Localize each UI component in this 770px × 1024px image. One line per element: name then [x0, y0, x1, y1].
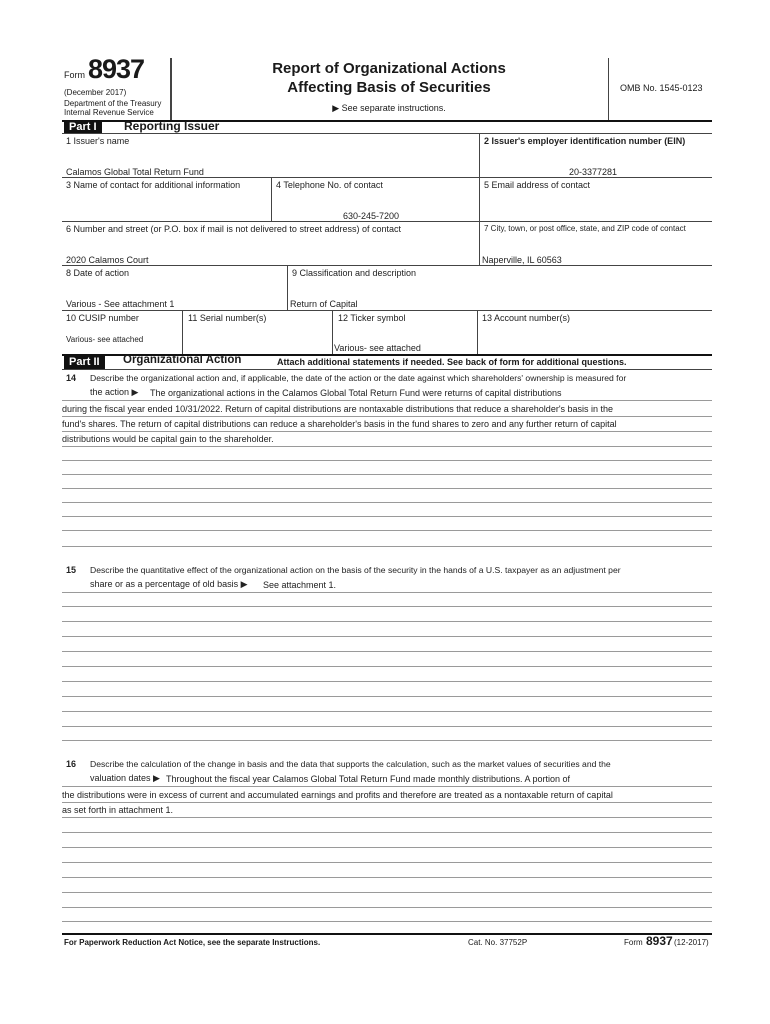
- city-value[interactable]: Naperville, IL 60563: [482, 255, 562, 265]
- issuer-name-value[interactable]: Calamos Global Total Return Fund: [66, 167, 204, 177]
- q14-answer-line1[interactable]: The organizational actions in the Calamos Global Total Return Fund were returns of capital distributions: [150, 388, 562, 398]
- q15-text-line2: share or as a percentage of old basis ▶: [90, 579, 248, 589]
- contact-name-label: 3 Name of contact for additional information: [66, 180, 241, 190]
- ein-label: 2 Issuer's employer identification number (EIN): [484, 136, 686, 146]
- classification-label: 9 Classification and description: [292, 268, 417, 278]
- irs-label: Internal Revenue Service: [64, 108, 154, 117]
- q14-text-line1: Describe the organizational action and, if applicable, the date of the action or the date against which shareholders' ownership is measured for: [90, 373, 627, 383]
- classification-value[interactable]: Return of Capital: [290, 299, 358, 309]
- catalog-number: Cat. No. 37752P: [468, 938, 528, 947]
- ticker-label: 12 Ticker symbol: [338, 313, 406, 323]
- cusip-label: 10 CUSIP number: [66, 313, 139, 323]
- footer-revision: (12-2017): [674, 938, 709, 947]
- department-label: Department of the Treasury: [64, 99, 162, 108]
- q14-text-line2: the action ▶: [90, 387, 139, 397]
- q15-answer[interactable]: See attachment 1.: [263, 580, 337, 590]
- form-number: 8937: [88, 54, 145, 84]
- street-value[interactable]: 2020 Calamos Court: [66, 255, 149, 265]
- telephone-label: 4 Telephone No. of contact: [276, 180, 383, 190]
- form-title-line2: Affecting Basis of Securities: [287, 79, 491, 96]
- paperwork-notice: For Paperwork Reduction Act Notice, see the separate Instructions.: [64, 938, 321, 947]
- part1-tag: Part I: [64, 120, 102, 134]
- q14-answer-line2[interactable]: during the fiscal year ended 10/31/2022. Return of capital distributions are nontaxable distributions that reduce a shareholder's basis in the: [62, 404, 614, 414]
- q16-text-line2: valuation dates ▶: [90, 773, 160, 783]
- footer-form-number: 8937: [646, 934, 673, 948]
- q14-number: 14: [66, 373, 77, 383]
- ticker-value[interactable]: Various- see attached: [334, 343, 421, 353]
- form-title-line1: Report of Organizational Actions: [272, 60, 506, 77]
- q16-answer-line1[interactable]: Throughout the fiscal year Calamos Global Total Return Fund made monthly distributions. A portion of: [166, 774, 571, 784]
- part2-heading: Organizational Action: [123, 354, 242, 366]
- city-label: 7 City, town, or post office, state, and ZIP code of contact: [484, 224, 686, 233]
- telephone-value[interactable]: 630-245-7200: [343, 211, 400, 221]
- issuer-name-label: 1 Issuer's name: [66, 136, 130, 146]
- form-word: Form: [64, 70, 85, 80]
- q16-answer-line2[interactable]: the distributions were in excess of current and accumulated earnings and profits and therefore are treated as a nontaxable return of capital: [62, 790, 613, 800]
- q16-number: 16: [66, 759, 77, 769]
- footer-form-word: Form: [624, 938, 643, 947]
- ein-value[interactable]: 20-3377281: [569, 167, 618, 177]
- q14-answer-line4[interactable]: distributions would be capital gain to the shareholder.: [62, 434, 274, 444]
- date-of-action-label: 8 Date of action: [66, 268, 130, 278]
- contact-email-label: 5 Email address of contact: [484, 180, 591, 190]
- q16-answer-line3[interactable]: as set forth in attachment 1.: [62, 805, 174, 815]
- street-label: 6 Number and street (or P.O. box if mail is not delivered to street address) of contact: [66, 224, 401, 234]
- q16-text-line1: Describe the calculation of the change in basis and the data that supports the calculation, such as the market values of securities and the: [90, 759, 611, 769]
- q15-number: 15: [66, 565, 77, 575]
- omb-number: OMB No. 1545-0123: [620, 83, 703, 93]
- account-number-label: 13 Account number(s): [482, 313, 571, 323]
- serial-number-label: 11 Serial number(s): [188, 313, 267, 323]
- part2-heading-note: Attach additional statements if needed. See back of form for additional questions.: [277, 357, 627, 367]
- q15-text-line1: Describe the quantitative effect of the organizational action on the basis of the security in the hands of a U.S. taxpayer as an adjustment per: [90, 565, 621, 575]
- q14-answer-line3[interactable]: fund's shares. The return of capital distributions can reduce a shareholder's basis in the fund shares to zero and any further return of capital: [62, 419, 617, 429]
- part1-heading: Reporting Issuer: [124, 119, 220, 133]
- part2-tag: Part II: [64, 355, 105, 369]
- cusip-value[interactable]: Various- see attached: [66, 335, 144, 344]
- date-of-action-value[interactable]: Various - See attachment 1: [66, 299, 175, 309]
- instructions-note: ▶ See separate instructions.: [332, 103, 446, 113]
- form-revision: (December 2017): [64, 88, 127, 97]
